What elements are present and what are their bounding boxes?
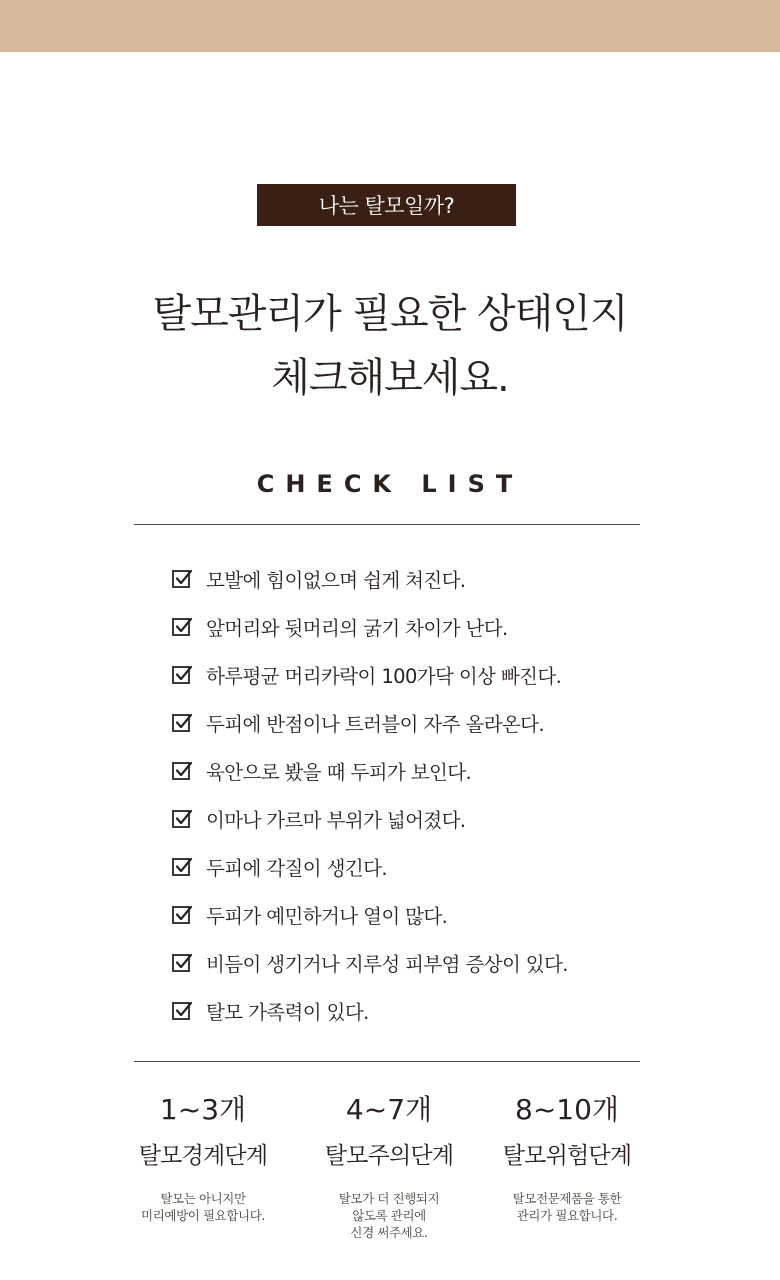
stage-name: 탈모주의단계 (324, 1143, 454, 1169)
checklist-item-label: 앞머리와 뒷머리의 굵기 차이가 난다. (206, 617, 508, 640)
stage-desc: 탈모가 더 진행되지 않도록 관리에 신경 써주세요. (338, 1191, 440, 1240)
checklist-item-label: 육안으로 봤을 때 두피가 보인다. (206, 761, 472, 784)
top-accent-bar (0, 0, 780, 52)
checkbox-checked-icon (170, 951, 194, 975)
checklist-item (170, 699, 640, 747)
checklist-item (170, 795, 640, 843)
checklist-item-label: 두피가 예민하거나 열이 많다. (206, 905, 448, 928)
checklist-item-label: 하루평균 머리카락이 100가닥 이상 빠진다. (206, 665, 562, 688)
checkbox-checked-icon (170, 807, 194, 831)
stage-3 (457, 1088, 677, 1224)
checkbox-checked-icon (170, 567, 194, 591)
checklist-item-label: 모발에 힘이없으며 쉽게 쳐진다. (206, 569, 466, 592)
title-badge (257, 184, 516, 226)
checkbox-checked-icon (170, 663, 194, 687)
checklist-item-label: 두피에 반점이나 트러블이 자주 올라온다. (206, 713, 545, 736)
stage-count: 4~7개 (345, 1093, 433, 1126)
stage-count: 8~10개 (515, 1093, 619, 1126)
checklist-item (170, 891, 640, 939)
stage-count: 1~3개 (159, 1093, 247, 1126)
checklist-item (170, 747, 640, 795)
stage-desc: 탈모는 아니지만 미리예방이 필요합니다. (141, 1191, 265, 1223)
checklist-item (170, 603, 640, 651)
checkbox-checked-icon (170, 759, 194, 783)
checkbox-checked-icon (170, 903, 194, 927)
stage-name: 탈모경계단계 (138, 1143, 268, 1169)
checkbox-checked-icon (170, 999, 194, 1023)
checklist-item (170, 987, 640, 1035)
page-headline (0, 282, 780, 410)
headline-line-2: 체크해보세요. (271, 355, 509, 401)
stage-name: 탈모위험단계 (502, 1143, 632, 1169)
checkbox-checked-icon (170, 615, 194, 639)
checkbox-checked-icon (170, 855, 194, 879)
checklist-title: CHECK LIST (256, 470, 524, 498)
checklist-item-label: 이마나 가르마 부위가 넓어졌다. (206, 809, 466, 832)
divider-top (134, 524, 640, 525)
checklist-item (170, 843, 640, 891)
divider-bottom (134, 1061, 640, 1062)
checklist-item (170, 555, 640, 603)
checklist (170, 555, 640, 1035)
stage-desc: 탈모전문제품을 통한 관리가 필요합니다. (512, 1191, 622, 1223)
checklist-item-label: 탈모 가족력이 있다. (206, 1001, 369, 1024)
checklist-item (170, 939, 640, 987)
headline-line-1: 탈모관리가 필요한 상태인지 (152, 291, 628, 337)
badge-label: 나는 탈모일까? (318, 194, 455, 218)
checklist-item-label: 비듬이 생기거나 지루성 피부염 증상이 있다. (206, 953, 568, 976)
checklist-item-label: 두피에 각질이 생긴다. (206, 857, 387, 880)
checklist-item (170, 651, 640, 699)
checkbox-checked-icon (170, 711, 194, 735)
